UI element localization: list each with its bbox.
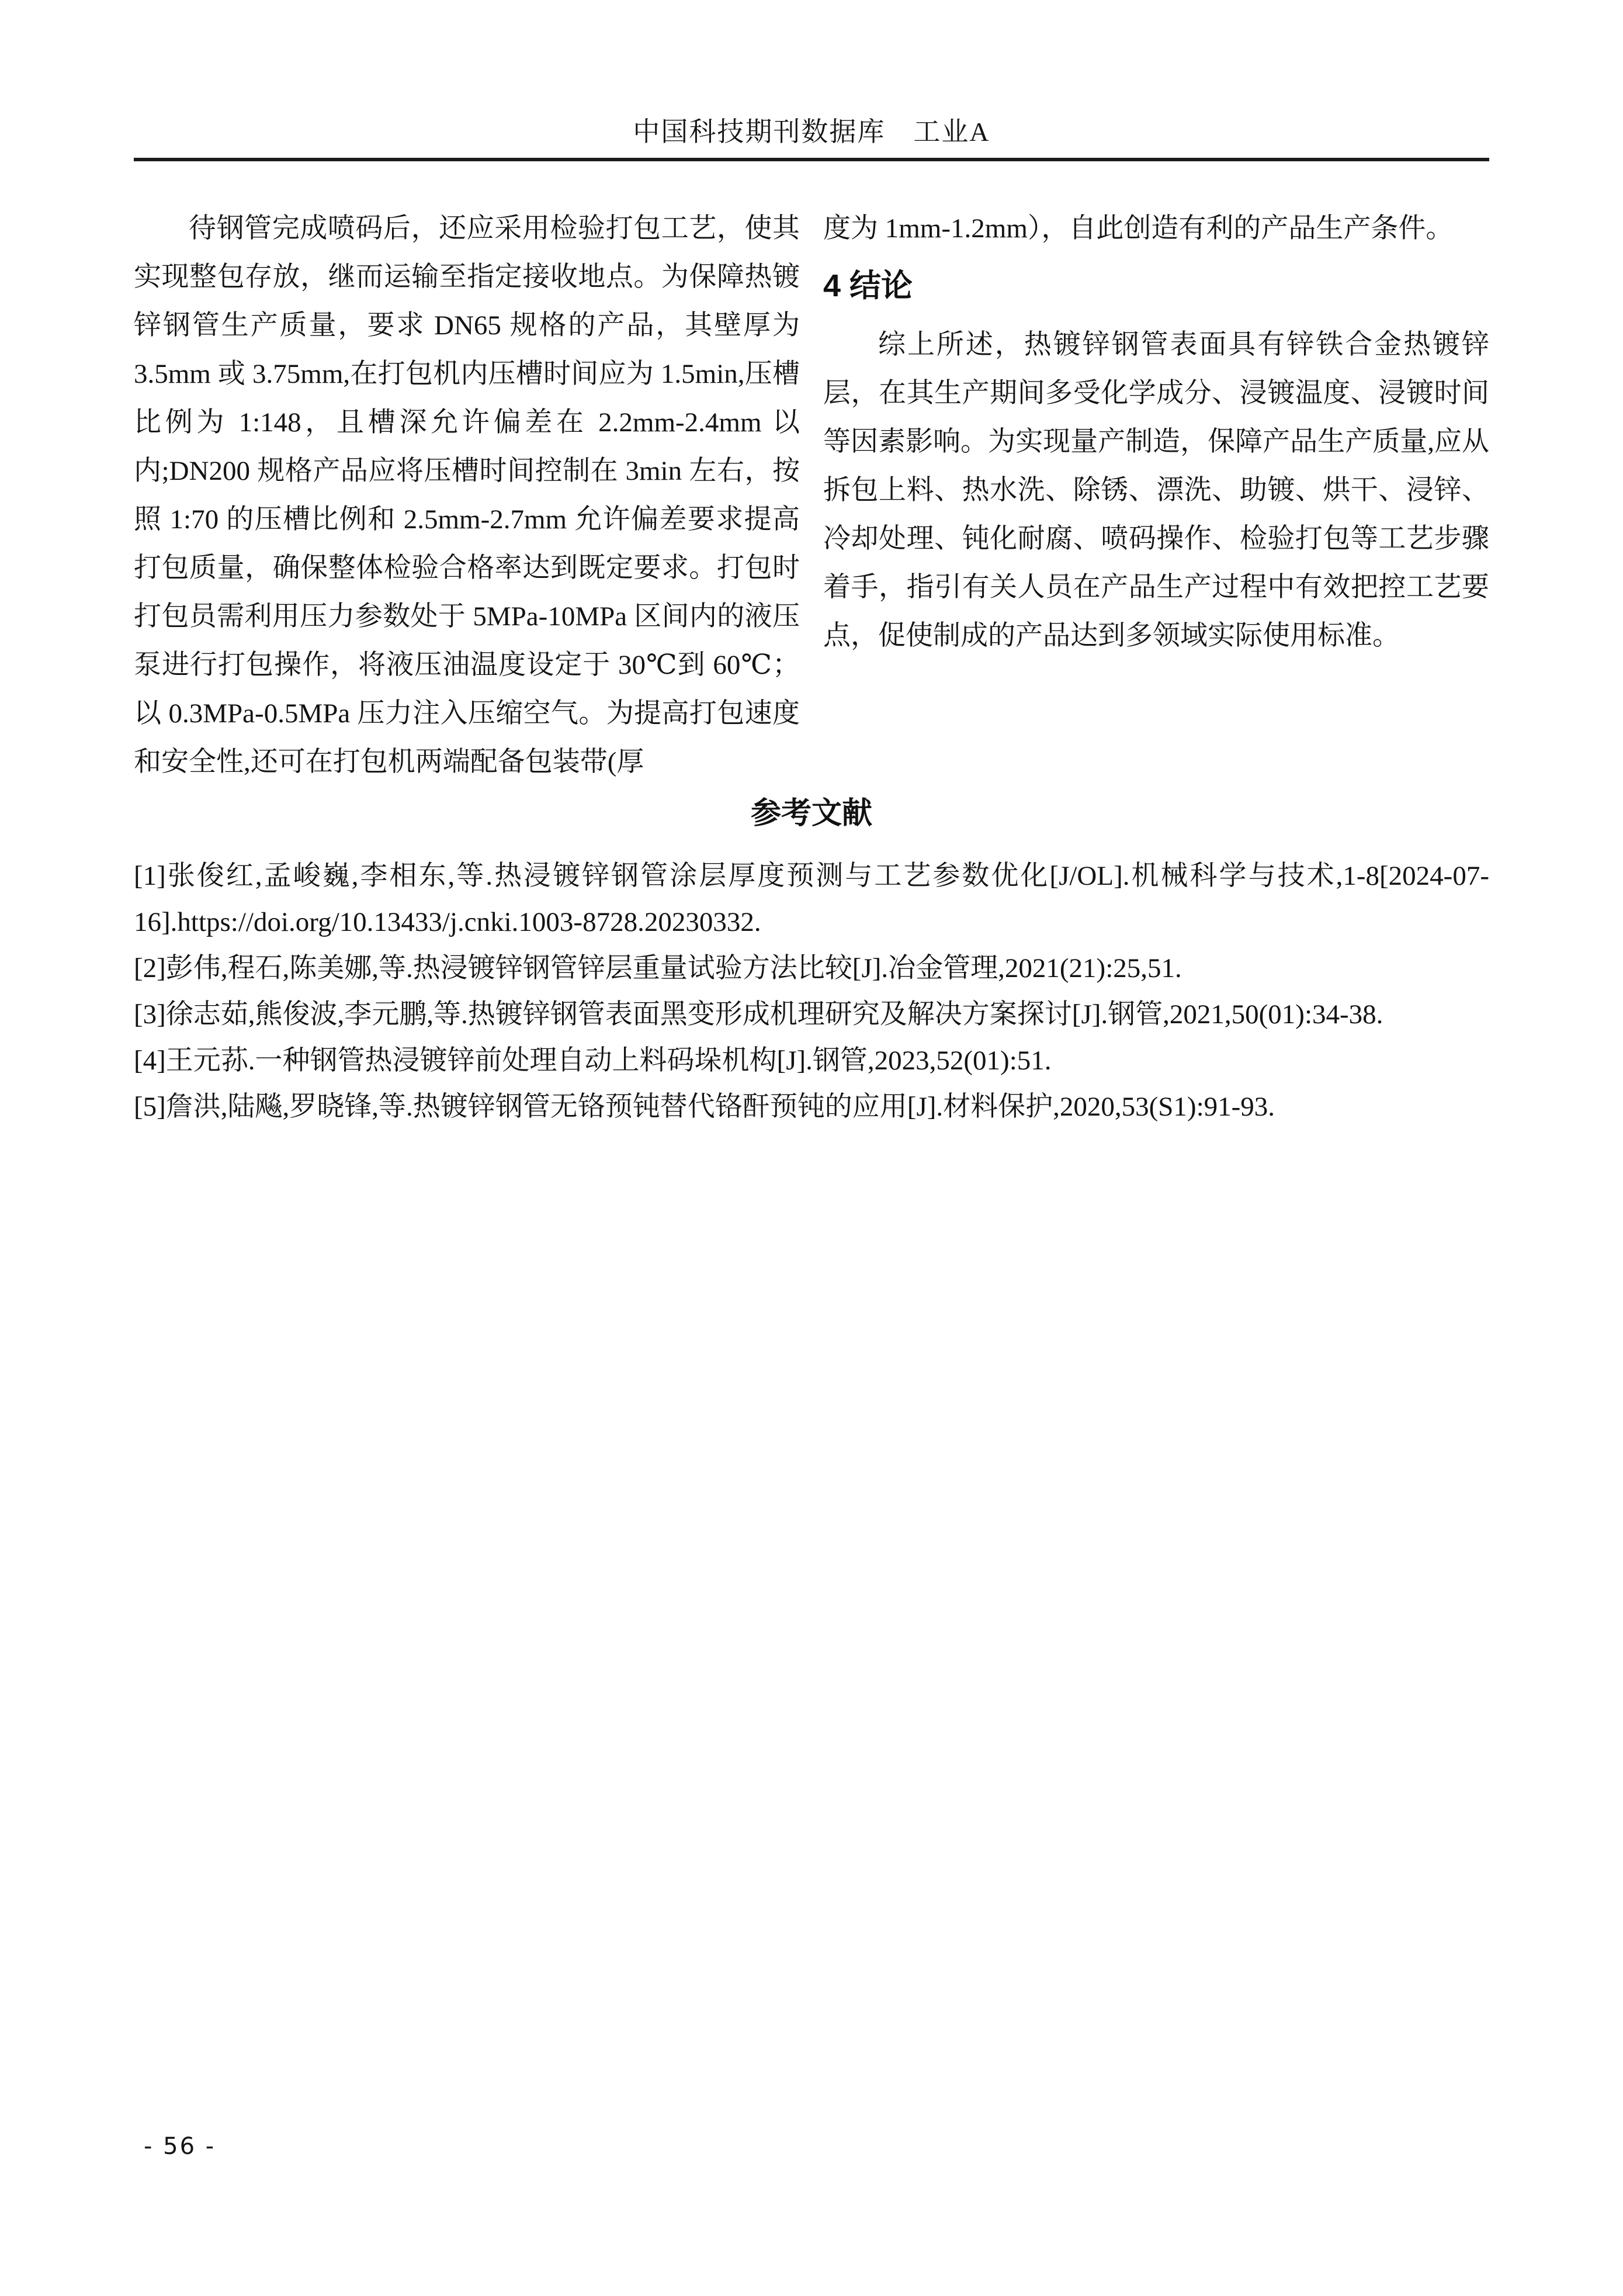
body-columns (134, 205, 1489, 787)
conclusion-section-heading: 4 结论 (823, 268, 913, 303)
reference-item: [2]彭伟,程石,陈美娜,等.热浸镀锌钢管锌层重量试验方法比较[J].冶金管理,2021(21):25,51. (134, 953, 1182, 983)
header-divider (134, 158, 1489, 161)
reference-item: [5]詹洪,陆飚,罗晓锋,等.热镀锌钢管无铬预钝替代铬酐预钝的应用[J].材料保护,2020,53(S1):91-93. (134, 1092, 1275, 1122)
journal-header (0, 0, 1623, 161)
reference-item: [4]王元荪.一种钢管热浸镀锌前处理自动上料码垛机构[J].钢管,2023,52(01):51. (134, 1045, 1052, 1076)
right-column (823, 205, 1489, 660)
reference-item: [3]徐志茹,熊俊波,李元鹏,等.热镀锌钢管表面黑变形成机理研究及解决方案探讨[J].钢管,2021,50(01):34-38. (134, 999, 1383, 1030)
references-section (134, 798, 1489, 1130)
references-heading: 参考文献 (750, 796, 872, 830)
packing-process-paragraph: 待钢管完成喷码后，还应采用检验打包工艺，使其实现整包存放，继而运输至指定接收地点。为保障热镀锌钢管生产质量，要求 DN65 规格的产品，其壁厚为 3.5mm 或 3.75mm,在打包机内压槽时间应为 1.5min,压槽比例为 1:148，且槽深允许偏差在 2.2mm-2.4mm 以内;DN200 规格产品应将压槽时间控制在 3min 左右，按照 1:70 的压槽比例和 2.5mm-2.7mm 允许偏差要求提高打包质量，确保整体检验合格率达到既定要求。打包时打包员需利用压力参数处于 5MPa-10MPa 区间内的液压泵进行打包操作，将液压油温度设定于 30℃到 60℃；以 0.3MPa-0.5MPa 压力注入压缩空气。为提高打包速度和安全性,还可在打包机两端配备包装带(厚 (134, 213, 800, 777)
journal-header-title: 中国科技期刊数据库 工业A (633, 117, 990, 147)
reference-item: [1]张俊红,孟峻巍,李相东,等.热浸镀锌钢管涂层厚度预测与工艺参数优化[J/OL].机械科学与技术,1-8[2024-07-16].https://doi.org/10.13433/j.cnki.1003-8728.20230332. (134, 861, 1489, 937)
packing-paragraph-continuation: 度为 1mm-1.2mm），自此创造有利的产品生产条件。 (823, 213, 1454, 244)
page-number: - 56 - (144, 2133, 216, 2160)
left-column (134, 205, 800, 787)
conclusion-paragraph: 综上所述，热镀锌钢管表面具有锌铁合金热镀锌层，在其生产期间多受化学成分、浸镀温度、浸镀时间等因素影响。为实现量产制造，保障产品生产质量,应从拆包上料、热水洗、除锈、漂洗、助镀、烘干、浸锌、冷却处理、钝化耐腐、喷码操作、检验打包等工艺步骤着手，指引有关人员在产品生产过程中有效把控工艺要点，促使制成的产品达到多领域实际使用标准。 (823, 330, 1489, 651)
